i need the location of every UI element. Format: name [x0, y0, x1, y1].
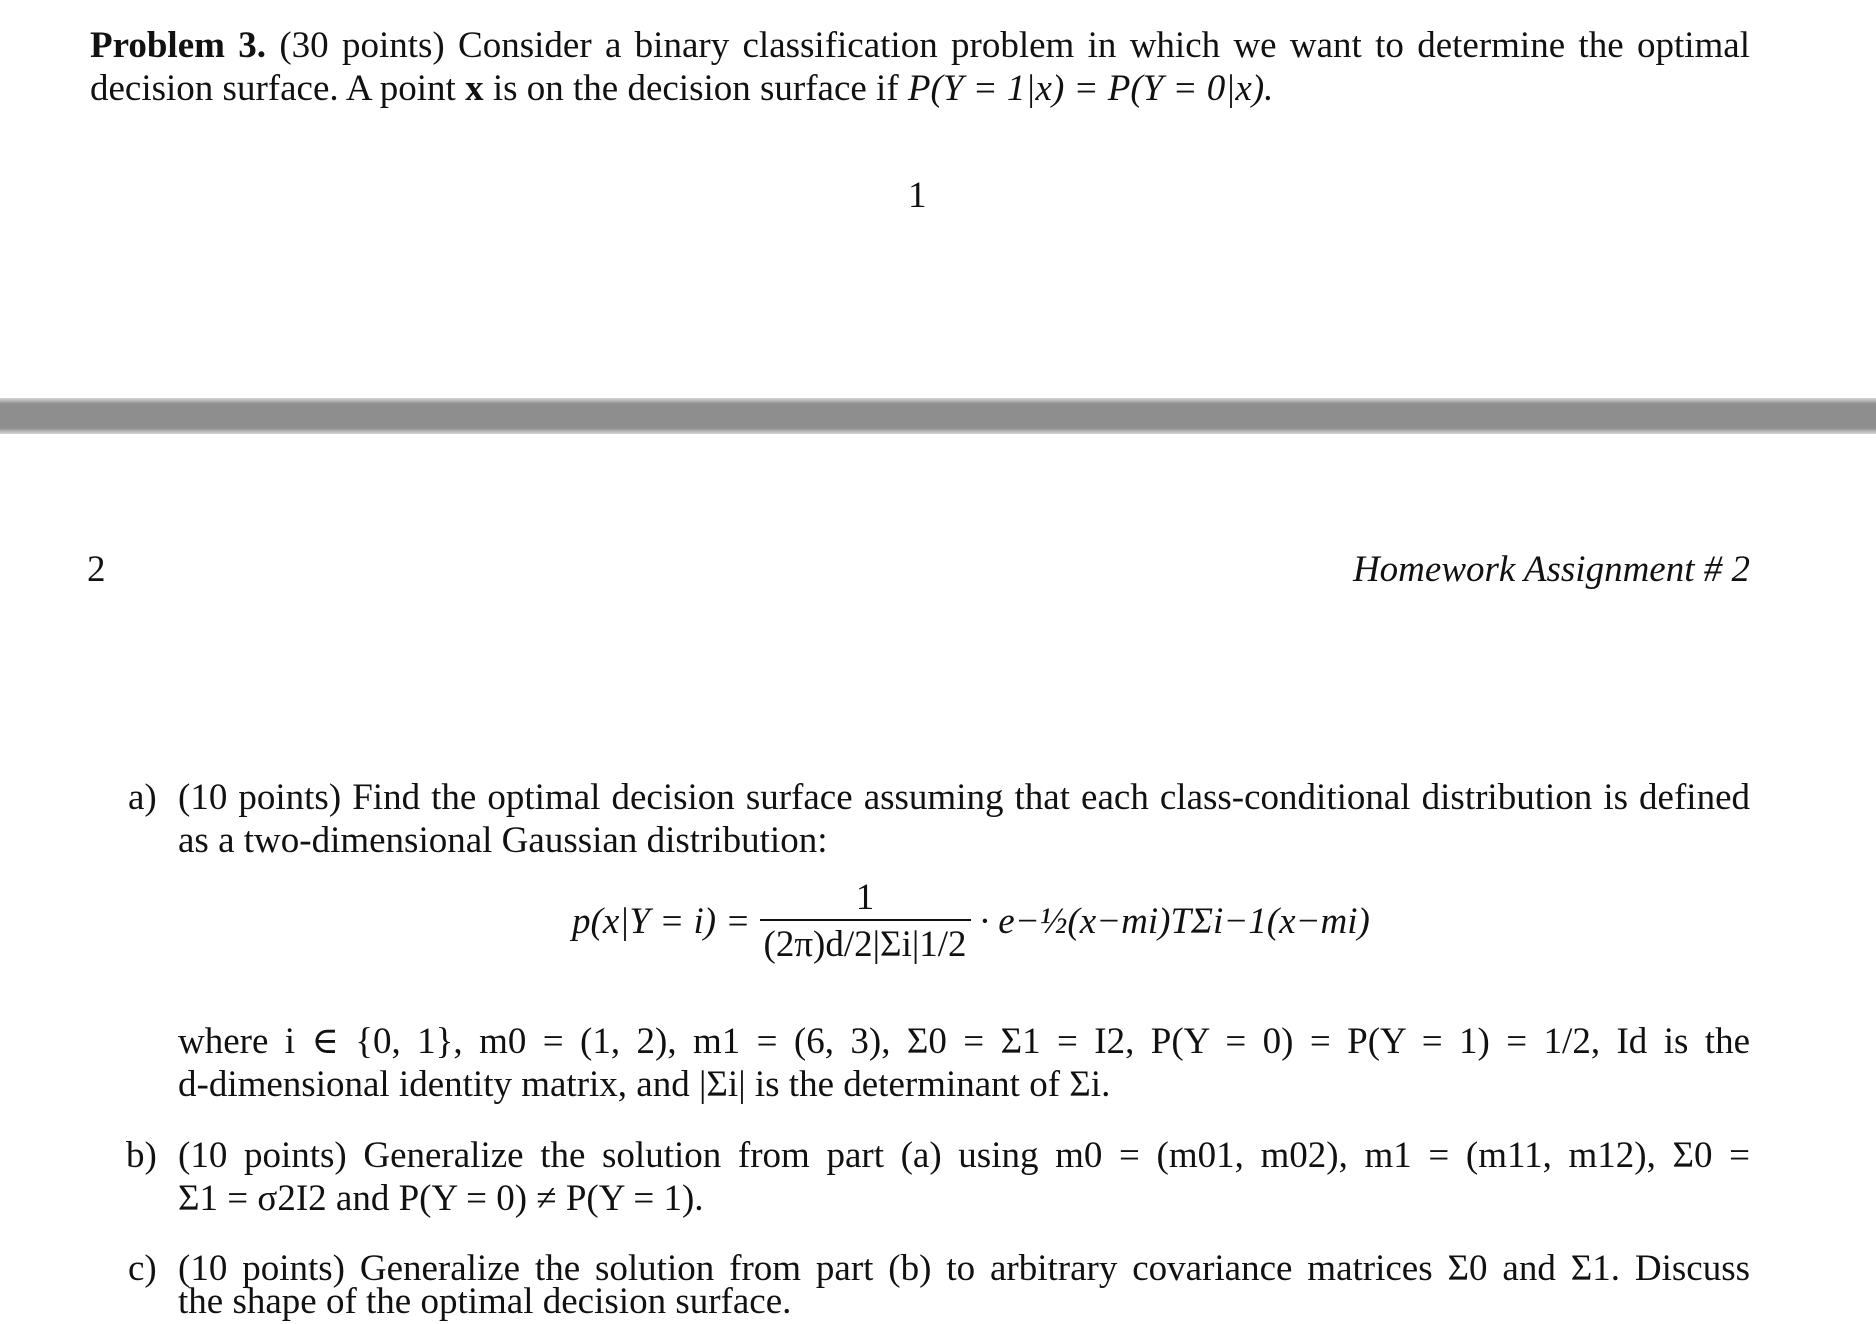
- page-number-2: 2: [87, 549, 106, 590]
- equation-fraction: [760, 876, 971, 966]
- part-c-line-2: the shape of the optimal decision surface.: [178, 1281, 792, 1322]
- part-a-label: a): [128, 777, 157, 818]
- equation-denominator: (2π)d/2|Σi|1/2: [760, 919, 971, 966]
- part-b-label: b): [126, 1135, 157, 1176]
- problem-intro-line-2: decision surface. A point x is on the decision surface if P(Y = 1|x) = P(Y = 0|x).: [90, 68, 1274, 109]
- page-separator: [0, 398, 1876, 434]
- problem-condition: P(Y = 1|x) = P(Y = 0|x).: [907, 68, 1274, 109]
- part-c-label: c): [128, 1248, 157, 1289]
- part-a-line-2: as a two-dimensional Gaussian distribution:: [178, 820, 828, 861]
- part-b-line-1: (10 points) Generalize the solution from part (a) using m0 = (m01, m02), m1 = (m11, m12), Σ0 =: [178, 1135, 1750, 1176]
- problem-intro-line-1: [90, 24, 1750, 68]
- problem-heading: Problem 3.: [90, 25, 267, 66]
- problem-intro-text-2a: decision surface. A point: [90, 68, 456, 109]
- part-c-line-1: (10 points) Generalize the solution from part (b) to arbitrary covariance matrices Σ0 and Σ1. Discuss: [178, 1248, 1750, 1289]
- part-a-where-line-1: where i ∈ {0, 1}, m0 = (1, 2), m1 = (6, 3), Σ0 = Σ1 = I2, P(Y = 0) = P(Y = 1) = 1/2, Id is the: [178, 1021, 1750, 1062]
- running-head: Homework Assignment # 2: [1352, 549, 1750, 590]
- part-a-where-line-2: d-dimensional identity matrix, and |Σi| is the determinant of Σi.: [178, 1064, 1111, 1105]
- part-b-line-2: Σ1 = σ2I2 and P(Y = 0) ≠ P(Y = 1).: [178, 1178, 704, 1219]
- problem-intro-text-1: (30 points) Consider a binary classification problem in which we want to determine the optimal: [279, 25, 1750, 66]
- part-a-line-1: (10 points) Find the optimal decision surface assuming that each class-conditional distribution is defined: [178, 777, 1750, 818]
- equation-exponent: · e−½(x−mi)TΣi−1(x−mi): [979, 900, 1370, 942]
- page-2: [0, 434, 1876, 1322]
- problem-intro-text-2b: is on the decision surface if: [492, 68, 899, 109]
- equation-lhs: p(x|Y = i) =: [572, 900, 751, 942]
- gaussian-equation: [572, 876, 1370, 966]
- page-1: [0, 0, 1876, 398]
- page-number-1: 1: [908, 175, 927, 216]
- equation-numerator: 1: [855, 877, 875, 918]
